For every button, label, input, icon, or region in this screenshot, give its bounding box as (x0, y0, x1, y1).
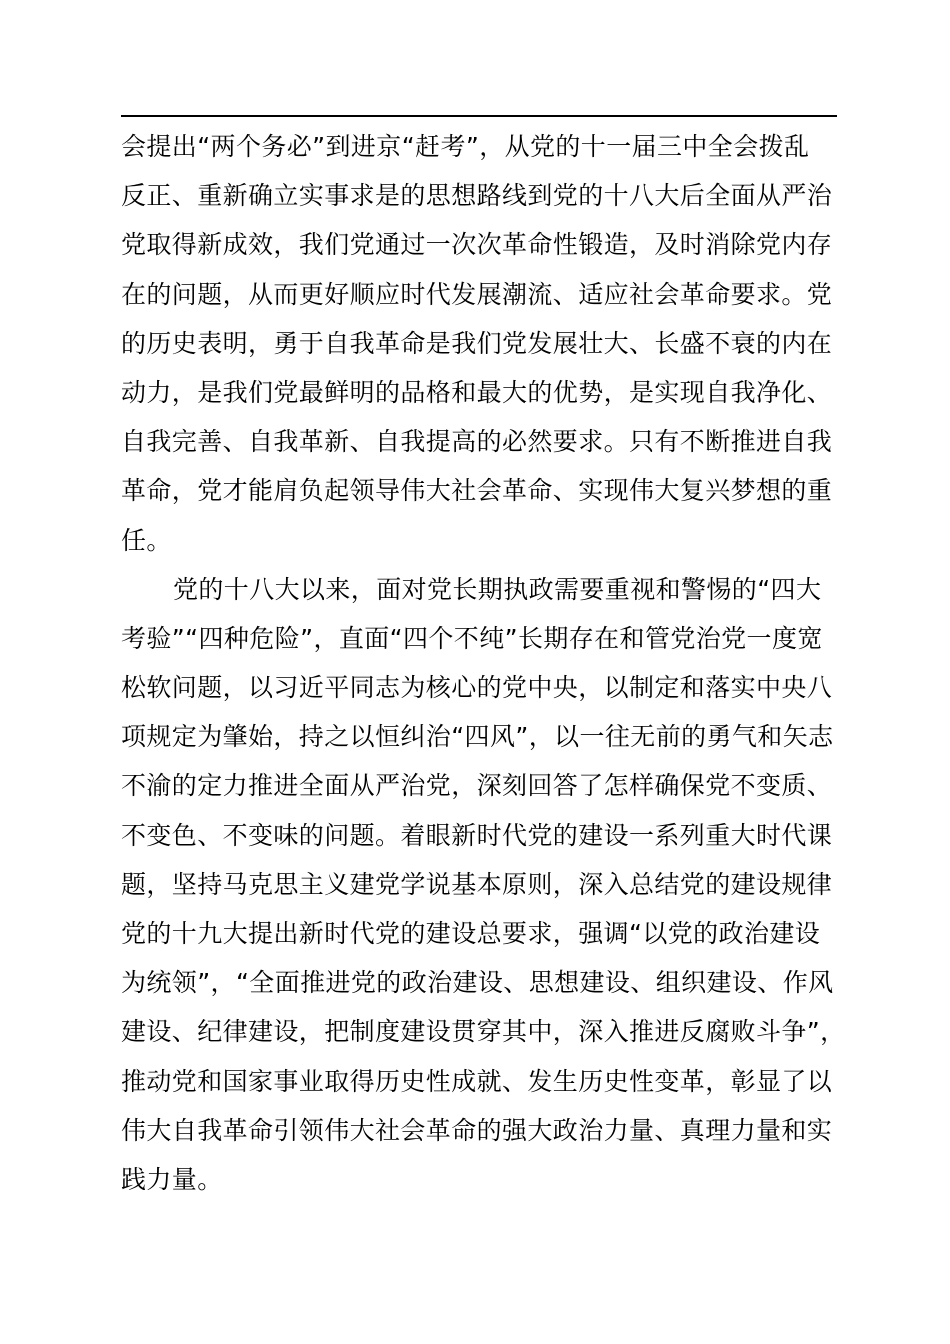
text-line: 建设、纪律建设，把制度建设贯穿其中，深入推进反腐败斗争”， (121, 1017, 846, 1047)
text-line: 不变色、不变味的问题。着眼新时代党的建设一系列重大时代课 (121, 820, 833, 850)
document-body (121, 122, 881, 1204)
text-line: 党取得新成效，我们党通过一次次革命性锻造，及时消除党内存 (121, 230, 833, 260)
text-line: 项规定为肇始，持之以恒纠治“四风”，以一往无前的勇气和矢志 (121, 722, 834, 752)
text-line: 题，坚持马克思主义建党学说基本原则，深入总结党的建设规律 (121, 869, 833, 899)
text-line: 推动党和国家事业取得历史性成就、发生历史性变革，彰显了以 (121, 1066, 833, 1096)
text-line: 不渝的定力推进全面从严治党，深刻回答了怎样确保党不变质、 (121, 771, 833, 801)
text-line: 任。 (121, 525, 172, 555)
text-line: 动力，是我们党最鲜明的品格和最大的优势，是实现自我净化、 (121, 377, 833, 407)
text-line: 革命，党才能肩负起领导伟大社会革命、实现伟大复兴梦想的重 (121, 476, 833, 506)
text-line: 践力量。 (121, 1164, 223, 1194)
text-line: 在的问题，从而更好顺应时代发展潮流、适应社会革命要求。党 (121, 279, 833, 309)
text-line: 党的十九大提出新时代党的建设总要求，强调“以党的政治建设 (121, 919, 821, 948)
header-rule (121, 115, 837, 117)
text-line: 为统领”，“全面推进党的政治建设、思想建设、组织建设、作风 (121, 968, 834, 998)
text-line: 伟大自我革命引领伟大社会革命的强大政治力量、真理力量和实 (121, 1115, 833, 1145)
text-line: 的历史表明，勇于自我革命是我们党发展壮大、长盛不衰的内在 (121, 328, 833, 358)
text-line: 松软问题，以习近平同志为核心的党中央，以制定和落实中央八 (121, 673, 833, 703)
text-line: 反正、重新确立实事求是的思想路线到党的十八大后全面从严治 (121, 181, 833, 211)
text-line: 考验”“四种危险”，直面“四个不纯”长期存在和管党治党一度宽 (121, 623, 823, 653)
paragraph-2 (121, 565, 881, 1204)
paragraph-1 (121, 122, 881, 565)
text-line: 自我完善、自我革新、自我提高的必然要求。只有不断推进自我 (121, 427, 833, 457)
text-line: 会提出“两个务必”到进京“赶考”，从党的十一届三中全会拨乱 (121, 132, 810, 161)
text-line: 党的十八大以来，面对党长期执政需要重视和警惕的“四大 (173, 574, 822, 604)
